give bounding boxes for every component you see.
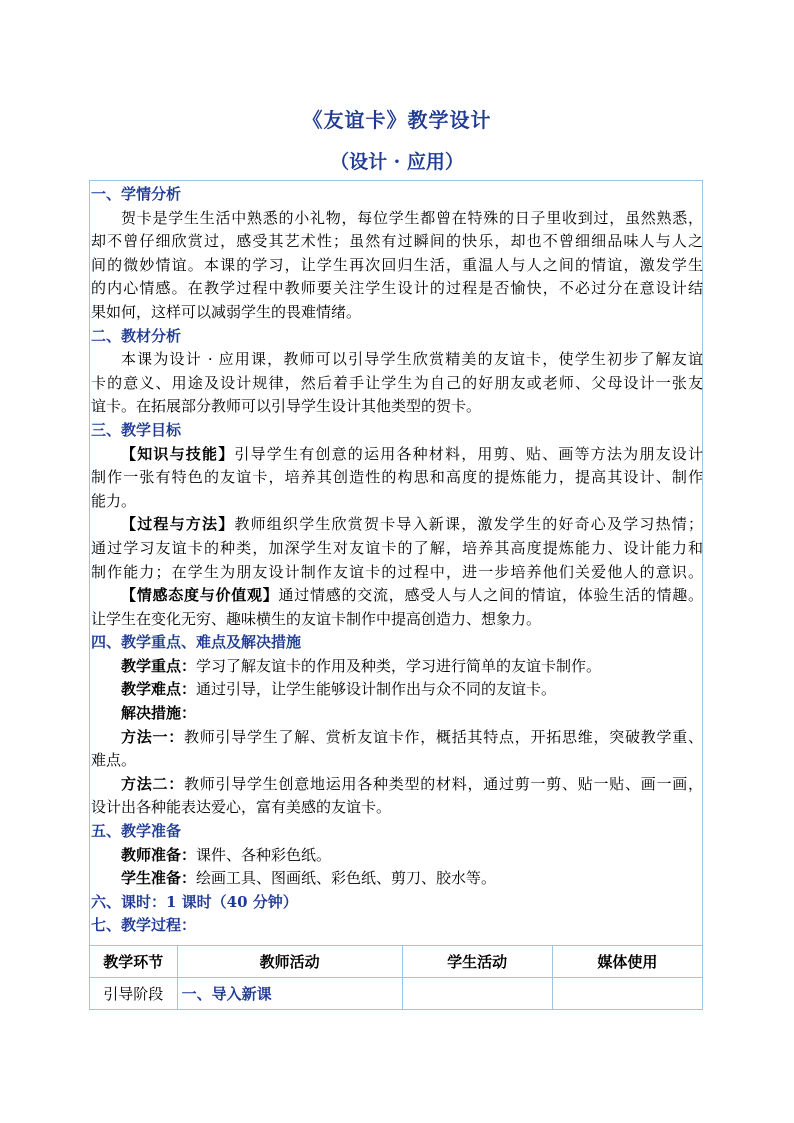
goal-process-line: 【过程与方法】教师组织学生欣赏贺卡导入新课，激发学生的好奇心及学习热情； [121,515,703,534]
header-teacher-activity: 教师活动 [177,946,402,978]
paragraph-line: 的内心情感。在教学过程中教师要关注学生设计的过程是否愉快，不必过分在意设计结 [91,279,703,298]
section-heading-preparation: 五、教学准备 [91,822,182,841]
document-title: 《友谊卡》教学设计 [302,108,492,132]
method-two-line: 方法二：教师引导学生创意地运用各种类型的材料，通过剪一剪、贴一贴、画一画， [121,774,703,793]
header-student-activity: 学生活动 [402,946,552,978]
goal-knowledge-label: 【知识与技能】 [121,444,235,463]
paragraph-line: 难点。 [91,751,137,770]
key-point-line: 教学重点：学习了解友谊卡的作用及种类，学习进行简单的友谊卡制作。 [121,656,602,675]
paragraph-line: 本课为设计 · 应用课，教师可以引导学生欣赏精美的友谊卡，使学生初步了解友谊 [121,350,703,369]
paragraph-line: 让学生在变化无穷、趣味横生的友谊卡制作中提高创造力、想象力。 [91,609,542,628]
paragraph-line: 间的微妙情谊。本课的学习，让学生再次回归生活，重温人与人之间的情谊，激发学生 [91,255,703,274]
goal-emotion-label: 【情感态度与价值观】 [121,586,279,605]
paragraph-line: 贺卡是学生生活中熟悉的小礼物，每位学生都曾在特殊的日子里收到过，虽然熟悉， [121,208,703,227]
paragraph-line: 制作一张有特色的友谊卡，培养其创造性的构思和高度的提炼能力，提高其设计、制作 [91,468,703,487]
section-heading-class-hours: 六、课时：1 课时（40 分钟） [91,892,298,911]
solution-label: 解决措施： [121,704,197,723]
paragraph-line: 制作能力；在学生为朋友设计制作友谊卡的过程中，进一步培养他们关爱他人的意识。 [91,562,703,581]
teacher-prep-line: 教师准备：课件、各种彩色纸。 [121,845,332,864]
header-media: 媒体使用 [552,946,702,978]
goal-process-label: 【过程与方法】 [121,515,235,534]
cell-teacher-activity: 一、导入新课 [177,978,402,1010]
document-subtitle: （设计 · 应用） [330,151,464,173]
paragraph-line: 卡的意义、用途及设计规律，然后着手让学生为自己的好朋友或老师、父母设计一张友 [91,373,703,392]
section-heading-teaching-goals: 三、教学目标 [91,420,182,439]
teaching-process-table [89,945,703,1010]
section-heading-teaching-process: 七、教学过程： [91,916,197,935]
goal-knowledge-line: 【知识与技能】引导学生有创意的运用各种材料，用剪、贴、画等方法为朋友设计 [121,444,703,463]
section-heading-learner-analysis: 一、学情分析 [91,185,182,203]
cell-student-activity [402,978,552,1010]
section-heading-material-analysis: 二、教材分析 [91,326,182,345]
student-prep-line: 学生准备：绘画工具、图画纸、彩色纸、剪刀、胶水等。 [121,869,497,888]
paragraph-line: 谊卡。在拓展部分教师可以引导学生设计其他类型的贺卡。 [91,397,482,416]
paragraph-line: 通过学习友谊卡的种类，加深学生对友谊卡的了解，培养其高度提炼能力、设计能力和 [91,538,703,557]
content-body [91,183,703,938]
goal-emotion-line: 【情感态度与价值观】通过情感的交流，感受人与人之间的情谊，体验生活的情趣。 [121,586,703,605]
difficulty-line: 教学难点：通过引导，让学生能够设计制作出与众不同的友谊卡。 [121,680,557,699]
paragraph-line: 果如何，这样可以减弱学生的畏难情绪。 [91,302,362,321]
paragraph-line: 却不曾仔细欣赏过，感受其艺术性；虽然有过瞬间的快乐，却也不曾细细品味人与人之 [91,232,703,251]
table-row [90,978,703,1010]
cell-media [552,978,702,1010]
table-header-row [90,946,703,978]
paragraph-line: 设计出各种能表达爱心，富有美感的友谊卡。 [91,798,392,817]
paragraph-line: 能力。 [91,491,137,510]
method-one-line: 方法一：教师引导学生了解、赏析友谊卡作，概括其特点，开拓思维，突破教学重、 [121,727,703,746]
cell-stage: 引导阶段 [90,978,178,1010]
section-heading-key-points: 四、教学重点、难点及解决措施 [91,633,302,652]
header-stage: 教学环节 [90,946,178,978]
